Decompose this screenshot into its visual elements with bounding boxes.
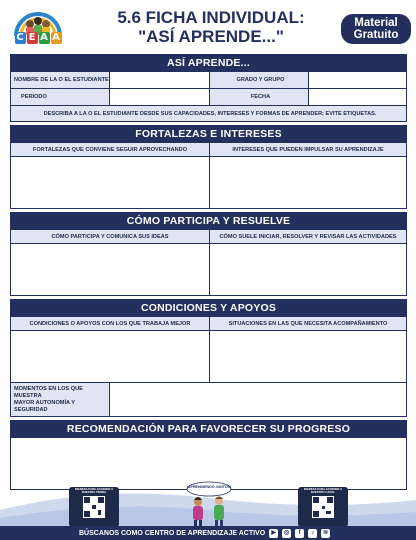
form: [10, 54, 407, 490]
participation-field[interactable]: [11, 244, 209, 295]
qr-right-pattern: [312, 496, 334, 518]
footer-bar: [0, 526, 416, 540]
conditions-headers: [10, 317, 407, 331]
header: [0, 0, 416, 52]
student-name-field[interactable]: [109, 72, 209, 88]
logo-letters: C E A A: [16, 32, 60, 43]
footer-tagline: BÚSCANOS COMO CENTRO DE APRENDIZAJE ACTIVO: [79, 529, 266, 537]
spotify-icon[interactable]: ≋: [323, 529, 329, 536]
section-title-participation: CÓMO PARTICIPA Y RESUELVE: [10, 212, 407, 230]
facebook-icon[interactable]: f: [295, 529, 304, 538]
instruction-text: DESCRIBA A LA O EL ESTUDIANTE DESDE SUS CAPACIDADES, INTERESES Y FORMAS DE APRENDER; EVITE ETIQUETAS.: [11, 106, 406, 121]
store-qr-code[interactable]: [69, 487, 119, 527]
autonomy-row: [10, 383, 407, 417]
youtube-icon[interactable]: ▶: [269, 529, 278, 538]
support-field[interactable]: [209, 331, 406, 382]
section-title-conditions: CONDICIONES Y APOYOS: [10, 299, 407, 317]
qr-left-pattern: [83, 496, 105, 518]
channel-qr-caption: INGRESA PARA ACCEDER A NUESTRO CANAL: [303, 487, 343, 494]
grade-label: GRADO Y GRUPO: [209, 72, 308, 88]
date-field[interactable]: [308, 89, 406, 105]
autonomy-label-line-2: MAYOR AUTONOMÍA Y SEGURIDAD: [14, 399, 75, 413]
activities-col-header: CÓMO SUELE INICIAR, RESOLVER Y REVISAR LAS ACTIVIDADES: [209, 230, 406, 243]
period-label: PERIODO: [11, 89, 109, 105]
participation-col-header: CÓMO PARTICIPA Y COMUNICA SUS IDEAS: [11, 230, 209, 243]
support-col-header: SITUACIONES EN LAS QUE NECESITA ACOMPAÑAMIENTO: [209, 317, 406, 330]
badge-line-1: Material: [354, 17, 398, 29]
autonomy-field[interactable]: [109, 383, 406, 416]
page-title: [96, 8, 326, 46]
title-line-1: 5.6 FICHA INDIVIDUAL:: [117, 8, 305, 27]
strengths-field[interactable]: [11, 157, 209, 208]
interests-field[interactable]: [209, 157, 406, 208]
interests-col-header: INTERESES QUE PUEDEN IMPULSAR SU APRENDIZAJE: [209, 143, 406, 156]
section-title-recommendation: RECOMENDACIÓN PARA FAVORECER SU PROGRESO: [10, 420, 407, 438]
autonomy-label-line-1: MOMENTOS EN LOS QUE MUESTRA: [14, 385, 83, 399]
free-material-badge: [341, 14, 411, 44]
channel-qr-code[interactable]: [298, 487, 348, 527]
section-title-asi-aprende: ASÍ APRENDE...: [10, 54, 407, 72]
conditions-boxes: [10, 331, 407, 383]
strengths-boxes: [10, 157, 407, 209]
strengths-headers: [10, 143, 407, 157]
conditions-col-header: CONDICIONES O APOYOS CON LOS QUE TRABAJA MEJOR: [11, 317, 209, 330]
title-line-2: "ASÍ APRENDE...": [138, 27, 284, 46]
period-row: [10, 89, 407, 106]
participation-boxes: [10, 244, 407, 296]
participation-headers: [10, 230, 407, 244]
date-label: FECHA: [209, 89, 308, 105]
autonomy-label: [11, 383, 109, 416]
period-field[interactable]: [109, 89, 209, 105]
activities-field[interactable]: [209, 244, 406, 295]
instagram-icon[interactable]: ◎: [284, 529, 290, 536]
speech-bubble-text: ¡APRENDIENDO JUNTOS!: [186, 485, 232, 489]
instruction-row: [10, 106, 407, 122]
grade-field[interactable]: [308, 72, 406, 88]
tiktok-icon[interactable]: ♪: [308, 529, 317, 538]
badge-line-2: Gratuito: [353, 29, 399, 41]
strengths-col-header: FORTALEZAS QUE CONVIENE SEGUIR APROVECHANDO: [11, 143, 209, 156]
store-qr-caption: INGRESA PARA ACCEDER A NUESTRA TIENDA: [74, 487, 114, 494]
student-row: [10, 72, 407, 89]
student-name-label: NOMBRE DE LA O EL ESTUDIANTE: [11, 72, 109, 88]
conditions-field[interactable]: [11, 331, 209, 382]
section-title-strengths: FORTALEZAS E INTERESES: [10, 125, 407, 143]
